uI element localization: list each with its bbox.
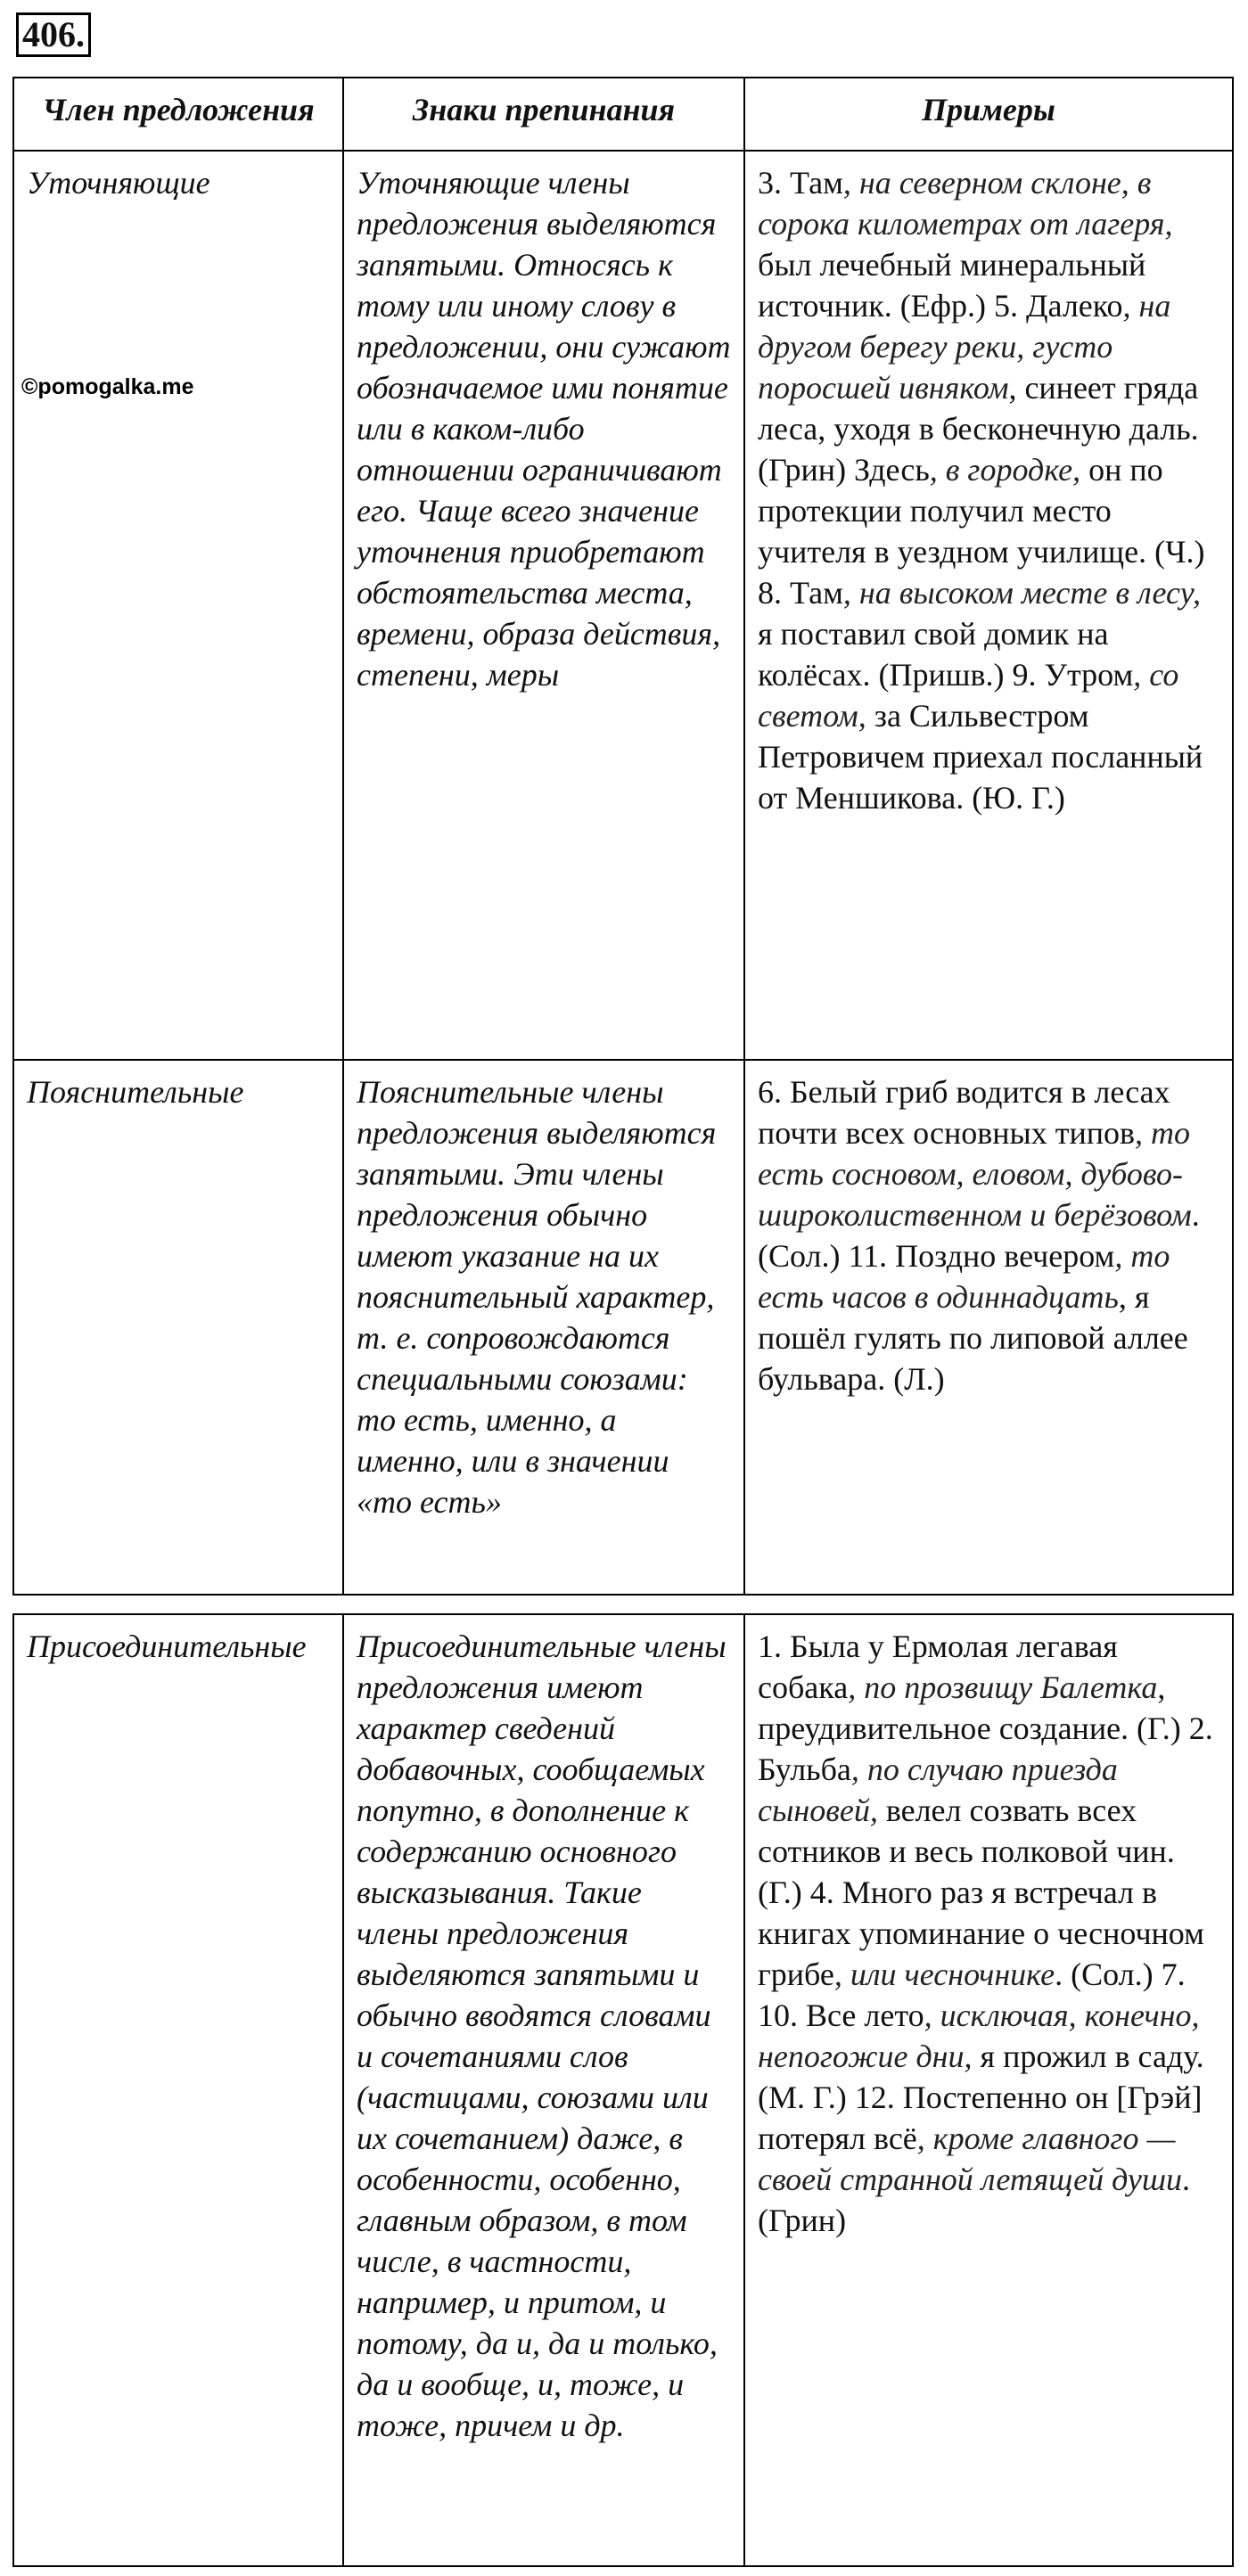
example-highlight: , по прозвищу Балетка <box>848 1669 1158 1705</box>
exercise-number: 406. <box>16 12 91 57</box>
example-text: 3. Там <box>758 165 843 201</box>
example-highlight: , то есть часов в одиннадцать <box>758 1238 1170 1315</box>
examples-cell <box>744 1060 1233 1595</box>
watermark: ©pomogalka.me <box>21 374 194 399</box>
rule-cell: Присоединительные члены предложения имеют характер сведений добавочных, сообщаемых попутно, в дополнение к содержанию основного высказывания. Такие члены предложения выделяются запятыми и обычно вводятся словами и сочетаниями слов (частицами, союзами или их сочетанием) даже, в особенности, особенно, главным образом, в том числе, в частности, например, и притом, и потому, да и, да и только, да и вообще, и, тоже, и тоже, причем и др. <box>343 1614 744 2566</box>
example-highlight: , то есть сосновом, еловом, дубово-широколиственном и берёзовом <box>758 1115 1192 1233</box>
example-text: я прожил в саду. (М. Г.) 12. Постепенно он [Грэй] потерял всё <box>758 2039 1204 2156</box>
punctuation-table <box>12 77 1234 1596</box>
example-highlight: , или чесночнике <box>833 1957 1055 1992</box>
member-cell: Присоединительные <box>13 1614 343 2566</box>
rule-cell: Пояснительные члены предложения выделяются запятыми. Эти члены предложения обычно имеют указание на их пояснительный характер, т. е. сопровождаются специальными союзами: то есть, именно, а именно, или в значении «то есть» <box>343 1060 744 1595</box>
example-text: , я пошёл гулять по липовой аллее бульвара. (Л.) <box>758 1279 1188 1397</box>
table-row <box>13 151 1233 1060</box>
examples-cell <box>744 151 1233 1060</box>
example-text: за Сильвестром Петровичем приехал посланный от Меншикова. (Ю. Г.) <box>758 698 1203 816</box>
example-text: велел созвать всех сотников и весь полковой чин. (Г.) 4. Много раз я встречал в книгах упоминание о чесночном грибе <box>758 1793 1204 1992</box>
example-highlight: , в городке, <box>929 452 1081 488</box>
example-text: был лечебный минеральный источник. (Ефр.) 5. Далеко <box>758 247 1146 324</box>
table-row <box>13 1614 1233 2566</box>
example-text: он по протекции получил место учителя в уездном училище. (Ч.) 8. Там <box>758 452 1205 611</box>
example-text: 1. Была у Ермолая легавая собака <box>758 1628 1118 1705</box>
example-text: , преудивительное создание. (Г.) 2. Бульба <box>758 1669 1213 1787</box>
member-cell: Пояснительные <box>13 1060 343 1595</box>
example-text: . (Сол.) 11. Поздно вечером <box>758 1197 1200 1274</box>
example-text: я поставил свой домик на колёсах. (Пришв.) 9. Утром <box>758 616 1134 693</box>
table-header-row <box>13 78 1233 151</box>
example-text: . (Сол.) 7. 10. Все лето <box>758 1957 1186 2033</box>
example-highlight: , исключая, конечно, непогожие дни, <box>758 1998 1200 2074</box>
example-highlight: , на другом берегу реки, густо поросшей ивняком <box>758 288 1171 406</box>
examples-cell <box>744 1614 1233 2566</box>
table-row <box>13 1060 1233 1595</box>
example-highlight: , по случаю приезда сыновей, <box>758 1752 1118 1828</box>
header-member: Член предложения <box>13 78 343 151</box>
example-text: . (Грин) <box>758 2162 1191 2238</box>
example-text: , синеет гряда леса, уходя в бесконечную даль. (Грин) Здесь <box>758 370 1199 488</box>
example-highlight: , со светом, <box>758 657 1179 734</box>
punctuation-table-continued <box>12 1613 1234 2567</box>
header-examples: Примеры <box>744 78 1233 151</box>
example-highlight: , на северном склоне, в сорока километрах от лагеря, <box>758 165 1173 242</box>
example-highlight: , кроме главного — своей странной летящей души <box>758 2121 1183 2197</box>
member-cell: Уточняющие <box>13 151 343 1060</box>
example-highlight: , на высоком месте в лесу, <box>842 575 1201 611</box>
rule-cell: Уточняющие члены предложения выделяются запятыми. Относясь к тому или иному слову в предложении, они сужают обозначаемое ими понятие или в каком-либо отношении ограничивают его. Чаще всего значение уточнения приобретают обстоятельства места, времени, образа действия, степени, меры <box>343 151 744 1060</box>
example-text: 6. Белый гриб водится в лесах почти всех основных типов <box>758 1074 1170 1151</box>
header-punctuation: Знаки препинания <box>343 78 744 151</box>
